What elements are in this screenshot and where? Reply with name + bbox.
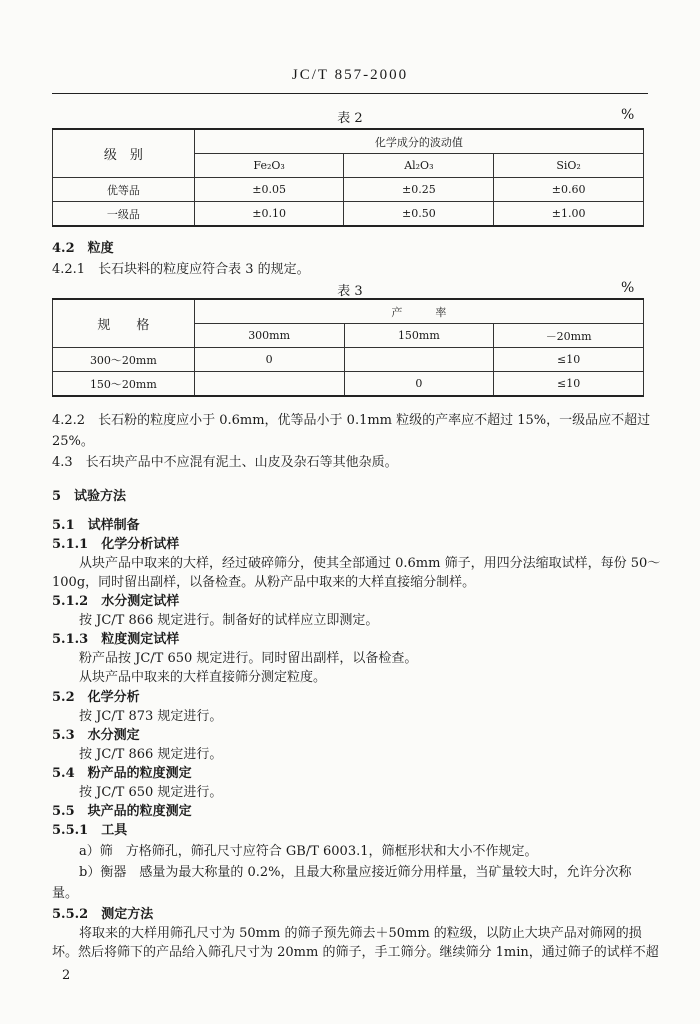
- table-cell: ±1.00: [494, 202, 644, 227]
- table-cell: ±0.25: [344, 178, 494, 202]
- paragraph-5-5-1-a: a）筛 方格筛孔，筛孔尺寸应符合 GB/T 6003.1，筛框形状和大小不作规定。: [79, 844, 538, 859]
- table-cell: ±0.50: [344, 202, 494, 227]
- table-row: [53, 202, 644, 227]
- table-cell: ±0.05: [194, 178, 344, 202]
- table2-col-al2o3: Al₂O₃: [344, 154, 494, 178]
- table2: [52, 128, 644, 227]
- section-5-5-1-heading: 5.5.1 工具: [52, 823, 128, 838]
- table-cell: ±0.10: [194, 202, 344, 227]
- table-cell: [344, 348, 494, 372]
- table-cell: [194, 372, 344, 397]
- table-cell: 0: [344, 372, 494, 397]
- paragraph-5-1-3-line1: 粉产品按 JC/T 650 规定进行。同时留出副样，以备检查。: [79, 651, 418, 666]
- section-5-1-3-heading: 5.1.3 粒度测定试样: [52, 632, 180, 647]
- table-cell: ≤10: [494, 372, 644, 397]
- section-4-2-heading: 4.2 粒度: [52, 241, 114, 256]
- section-5-4-heading: 5.4 粉产品的粒度测定: [52, 766, 192, 781]
- row-label: 300～20mm: [53, 348, 195, 372]
- paragraph-5-1-2: 按 JC/T 866 规定进行。制备好的试样应立即测定。: [79, 613, 379, 628]
- paragraph-5-5-2-line1: 将取来的大样用筛孔尺寸为 50mm 的筛子预先筛去＋50mm 的粒级，以防止大块产品对筛网的损: [79, 926, 642, 941]
- table2-col-fe2o3: Fe₂O₃: [194, 154, 344, 178]
- table2-col-sio2: SiO₂: [494, 154, 644, 178]
- row-label: 一级品: [53, 202, 195, 227]
- section-5-heading: 5 试验方法: [52, 489, 127, 504]
- table3-col-150mm: 150mm: [344, 324, 494, 348]
- table-row: [53, 178, 644, 202]
- table3-caption: 表 3: [337, 284, 363, 299]
- table-cell: ±0.60: [494, 178, 644, 202]
- paragraph-5-5-2-line2: 坏。然后将筛下的产品给入筛孔尺寸为 20mm 的筛子，手工筛分。继续筛分 1min，通过筛子的试样不超: [52, 945, 659, 960]
- table2-group-header: 化学成分的波动值: [194, 129, 643, 154]
- paragraph-4-2-2-line2: 25%。: [52, 434, 94, 449]
- paragraph-5-3: 按 JC/T 866 规定进行。: [79, 747, 223, 762]
- section-5-2-heading: 5.2 化学分析: [52, 690, 140, 705]
- section-5-1-2-heading: 5.1.2 水分测定试样: [52, 594, 180, 609]
- paragraph-4-3: 4.3 长石块产品中不应混有泥土、山皮及杂石等其他杂质。: [52, 455, 398, 470]
- paragraph-5-4: 按 JC/T 650 规定进行。: [79, 785, 223, 800]
- page-number: 2: [62, 968, 71, 983]
- row-label: 优等品: [53, 178, 195, 202]
- table3-col-300mm: 300mm: [194, 324, 344, 348]
- table3: [52, 298, 644, 397]
- paragraph-4-2-1: 4.2.1 长石块料的粒度应符合表 3 的规定。: [52, 262, 310, 277]
- section-5-3-heading: 5.3 水分测定: [52, 728, 140, 743]
- paragraph-5-1-3-line2: 从块产品中取来的大样直接筛分测定粒度。: [79, 670, 327, 685]
- section-5-1-1-heading: 5.1.1 化学分析试样: [52, 537, 180, 552]
- table-cell: 0: [194, 348, 344, 372]
- row-label: 150～20mm: [53, 372, 195, 397]
- section-5-5-2-heading: 5.5.2 测定方法: [52, 907, 154, 922]
- table2-caption: 表 2: [337, 111, 363, 126]
- document-code-header: JC/T 857-2000: [291, 67, 409, 83]
- table-row: [53, 372, 644, 397]
- table2-unit: %: [621, 107, 635, 123]
- table2-grade-header: 级 别: [53, 129, 195, 178]
- table3-unit: %: [621, 280, 635, 296]
- header-rule: [52, 93, 648, 94]
- paragraph-5-2: 按 JC/T 873 规定进行。: [79, 709, 223, 724]
- paragraph-5-5-1-b-line1: b）衡器 感量为最大称量的 0.2%，且最大称量应接近筛分用样量，当矿量较大时，允许分次称: [79, 865, 632, 880]
- paragraph-5-1-1-line1: 从块产品中取来的大样，经过破碎筛分，使其全部通过 0.6mm 筛子，用四分法缩取试样，每份 50～: [79, 556, 661, 571]
- paragraph-5-1-1-line2: 100g，同时留出副样，以备检查。从粉产品中取来的大样直接缩分制样。: [52, 575, 476, 590]
- table-cell: ≤10: [494, 348, 644, 372]
- table3-group-header: 产 率: [194, 299, 643, 324]
- paragraph-4-2-2-line1: 4.2.2 长石粉的粒度应小于 0.6mm，优等品小于 0.1mm 粒级的产率应不超过 15%，一级品应不超过: [52, 413, 651, 428]
- section-5-5-heading: 5.5 块产品的粒度测定: [52, 804, 192, 819]
- table3-col-minus-20mm: －20mm: [494, 324, 644, 348]
- table3-spec-header: 规 格: [53, 299, 195, 348]
- paragraph-5-5-1-b-line2: 量。: [52, 886, 79, 901]
- table-row: [53, 348, 644, 372]
- section-5-1-heading: 5.1 试样制备: [52, 518, 140, 533]
